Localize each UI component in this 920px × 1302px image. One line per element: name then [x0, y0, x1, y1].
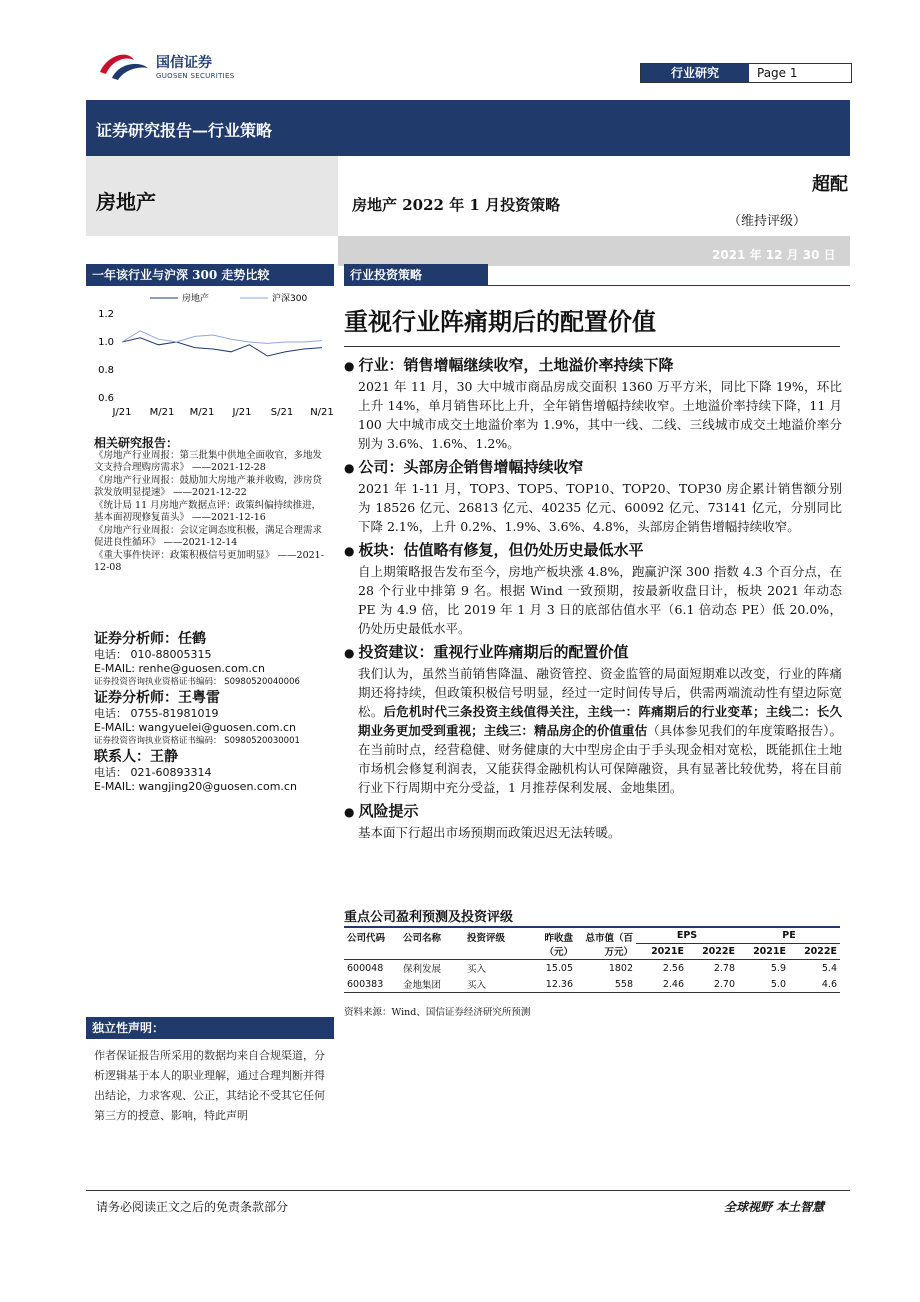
cell-eps1: 2.56	[662, 962, 684, 974]
bullet-section	[344, 641, 842, 797]
cell-code: 600048	[347, 962, 384, 974]
independence-text: 作者保证报告所采用的数据均来自合规渠道，分析逻辑基于本人的职业理解，通过合理判断并得出结论，力求客观、公正，其结论不受其它任何第三方的授意、影响，特此声明	[94, 1049, 325, 1122]
analyst-block	[94, 689, 334, 747]
headline-rule	[344, 346, 840, 347]
table-row	[344, 976, 840, 993]
bullet-section	[344, 354, 842, 453]
cell-rating: 买入	[467, 980, 487, 991]
bullet-sections	[344, 354, 842, 845]
bullet-dot-icon: ●	[344, 646, 355, 660]
header-tab-box	[640, 63, 852, 83]
y-tick-label: 1.2	[98, 309, 114, 320]
analyst-email[interactable]: E-MAIL: renhe@guosen.com.cn	[94, 662, 265, 675]
analyst-name: 证券分析师：王粤雷	[94, 690, 220, 706]
analyst-email[interactable]: E-MAIL: wangyuelei@guosen.com.cn	[94, 721, 296, 734]
report-date: 2021 年 12 月 30 日	[712, 248, 836, 262]
analyst-block	[94, 630, 334, 688]
section-tag: 行业投资策略	[344, 264, 488, 286]
rating: 超配	[812, 174, 848, 195]
th-eps: EPS	[636, 929, 738, 944]
x-tick-label: N/21	[310, 407, 334, 418]
analyst-email[interactable]: E-MAIL: wangjing20@guosen.com.cn	[94, 780, 297, 793]
analyst-phone: 电话： 0755-81981019	[94, 707, 219, 720]
sidebar-chart-title: 一年该行业与沪深 300 走势比较	[86, 264, 334, 286]
bullet-body: 我们认为，虽然当前销售降温、融资管控、资金监管的局面短期难以改变，行业的阵痛期还将持续，但政策积极信号明显，经过一定时间传导后，供需两端流动性有望边际宽松。后危机时代三条投资主线值得关注，主线一：阵痛期后的行业变革；主线二：长久期业务更加受到重视；主线三：精品房企的价值重估（具体参见我们的年度策略报告）。在当前时点，经营稳健、财务健康的大中型房企由于手头现金相对宽松，既能抓住土地市场机会修复利润表，又能获得金融机构认可保障融资，具有显著比较优势，将在目前行业下行周期中充分受益，1 月推荐保利发展、金地集团。	[358, 666, 842, 795]
cell-price: 12.36	[545, 978, 573, 990]
table-title-rule	[344, 926, 840, 928]
bullet-heading: ● 投资建议：重视行业阵痛期后的配置价值	[344, 643, 629, 661]
analyst-block	[94, 748, 334, 794]
bullet-body: 2021 年 11 月，30 大中城市商品房成交面积 1360 万平方米，同比下降 19%，环比上升 14%，单月销售环比上升，全年销售增幅持续收窄。土地溢价率持续下降，11 月 100 大中城市成交土地溢价率为 1.9%，其中一线、二线、三线城市成交土地溢价率分别为 3.6%、1.6%、1.2%。	[358, 379, 842, 451]
sector-name: 房地产	[96, 190, 156, 214]
table-source: 资料来源：Wind、国信证券经济研究所预测	[344, 1007, 531, 1018]
bullet-dot-icon: ●	[344, 461, 355, 475]
cell-mcap: 558	[614, 978, 633, 990]
th-name: 公司名称	[403, 933, 442, 944]
related-report-item: 《重大事件快评：政策积极信号更加明显》 ——2021-12-08	[94, 550, 324, 573]
y-tick-label: 0.6	[98, 393, 114, 404]
header-tab-label: 行业研究	[641, 64, 749, 82]
bullet-body: 自上期策略报告发布至今，房地产板块涨 4.8%，跑赢沪深 300 指数 4.3 个百分点，在 28 个行业中排第 9 名。根据 Wind 一致预期，按最新收盘日计，板块 2021 年动态 PE 为 4.9 倍，比 2019 年 1 月 3 日的底部估值水平（6.1 倍动态 PE）低 20.0%，仍处历史最低水平。	[358, 564, 842, 636]
bullet-dot-icon: ●	[344, 359, 355, 373]
legend-label-sector: 房地产	[182, 294, 210, 304]
cell-pe1: 5.0	[770, 978, 786, 990]
x-tick-label: S/21	[270, 407, 294, 418]
headline: 重视行业阵痛期后的配置价值	[344, 307, 656, 336]
bullet-heading: ● 风险提示	[344, 802, 419, 820]
related-report-item: 《房地产行业周报：会议定调态度积极，满足合理需求促进良性循环》 ——2021-12-14	[94, 525, 323, 548]
page-label: Page 1	[757, 66, 798, 80]
report-title: 房地产 2022 年 1 月投资策略	[352, 196, 561, 214]
logo-mark-icon	[98, 48, 152, 84]
table-title: 重点公司盈利预测及投资评级	[344, 910, 514, 925]
table-header-row	[344, 929, 840, 944]
bullet-section	[344, 456, 842, 536]
related-list	[94, 450, 330, 575]
footer-slogan: 全球视野 本土智慧	[724, 1200, 825, 1214]
x-tick-label: J/21	[112, 407, 132, 418]
th-mcap: 总市值（百万元）	[585, 933, 633, 958]
th-pe-y2: 2022E	[804, 946, 837, 958]
legend-label-index: 沪深300	[272, 294, 308, 304]
analyst-cert: 证券投资咨询执业资格证书编码： S0980520040006	[94, 677, 300, 687]
cell-rating: 买入	[467, 964, 487, 975]
related-title: 相关研究报告：	[94, 436, 179, 450]
banner-title: 证券研究报告—行业策略	[96, 121, 273, 140]
section-tag-line	[488, 285, 850, 286]
footer-disclaimer: 请务必阅读正文之后的免责条款部分	[96, 1200, 289, 1214]
trend-chart	[86, 288, 334, 420]
related-report-item: 《房地产行业周报：第三批集中供地全面收官，多地发文支持合理购房需求》 ——2021-12-28	[94, 450, 323, 473]
related-report-item: 《统计局 11 月房地产数据点评：政策纠偏持续推进，基本面初现修复苗头》 ——2021-12-16	[94, 500, 322, 523]
th-code: 公司代码	[347, 933, 386, 944]
analyst-name: 证券分析师：任鹤	[94, 631, 206, 647]
footer-rule	[86, 1190, 850, 1191]
cell-eps1: 2.46	[662, 978, 684, 990]
th-pe: PE	[738, 929, 840, 944]
cell-name: 保利发展	[403, 964, 442, 975]
series-line-1	[122, 331, 322, 344]
bullet-section	[344, 539, 842, 638]
bullet-body: 2021 年 1-11 月，TOP3、TOP5、TOP10、TOP20、TOP30 房企累计销售额分别为 18526 亿元、26813 亿元、40235 亿元、60092 亿元、73141 亿元，分别同比下降 2.1%，上升 0.2%、1.9%、3.6%、4.8%，头部房企销售增幅持续收窄。	[358, 481, 842, 534]
cell-name: 金地集团	[403, 980, 442, 991]
series-line-0	[122, 338, 322, 356]
logo-text-en: GUOSEN SECURITIES	[156, 72, 235, 80]
independence-title: 独立性声明：	[86, 1017, 334, 1039]
th-price: 昨收盘（元）	[544, 933, 573, 958]
bullet-dot-icon: ●	[344, 544, 355, 558]
bullet-dot-icon: ●	[344, 805, 355, 819]
analyst-name: 联系人：王静	[94, 749, 178, 765]
analyst-phone: 电话： 021-60893314	[94, 766, 212, 779]
cell-eps2: 2.78	[713, 962, 735, 974]
cell-pe1: 5.9	[770, 962, 786, 974]
th-eps-y1: 2021E	[651, 946, 684, 958]
bullet-heading: ● 板块：估值略有修复，但仍处历史最低水平	[344, 541, 644, 559]
table-row	[344, 960, 840, 977]
bullet-section	[344, 800, 842, 842]
cell-price: 15.05	[545, 962, 573, 974]
th-rating: 投资评级	[467, 933, 506, 944]
logo	[98, 48, 238, 88]
cell-pe2: 5.4	[821, 962, 837, 974]
logo-text-cn: 国信证券	[156, 55, 212, 71]
analyst-phone: 电话： 010-88005315	[94, 648, 212, 661]
rating-note: （维持评级）	[728, 214, 807, 229]
th-pe-y1: 2021E	[753, 946, 786, 958]
th-eps-y2: 2022E	[702, 946, 735, 958]
x-tick-label: M/21	[189, 407, 215, 418]
y-tick-label: 1.0	[98, 337, 114, 348]
analyst-cert: 证券投资咨询执业资格证书编码： S0980520030001	[94, 736, 300, 746]
bullet-body: 基本面下行超出市场预期而政策迟迟无法转暖。	[358, 825, 621, 840]
bullet-heading: ● 公司：头部房企销售增幅持续收窄	[344, 458, 584, 476]
y-tick-label: 0.8	[98, 365, 114, 376]
cell-pe2: 4.6	[821, 978, 837, 990]
cell-eps2: 2.70	[713, 978, 735, 990]
analysts-block	[94, 630, 334, 795]
x-tick-label: J/21	[232, 407, 252, 418]
cell-mcap: 1802	[608, 962, 633, 974]
profit-table	[344, 929, 840, 993]
bullet-heading: ● 行业：销售增幅继续收窄，土地溢价率持续下降	[344, 356, 674, 374]
x-tick-label: M/21	[149, 407, 175, 418]
related-report-item: 《房地产行业周报：鼓励加大房地产兼并收购，涉房贷款发放明显提速》 ——2021-12-22	[94, 475, 323, 498]
cell-code: 600383	[347, 978, 384, 990]
